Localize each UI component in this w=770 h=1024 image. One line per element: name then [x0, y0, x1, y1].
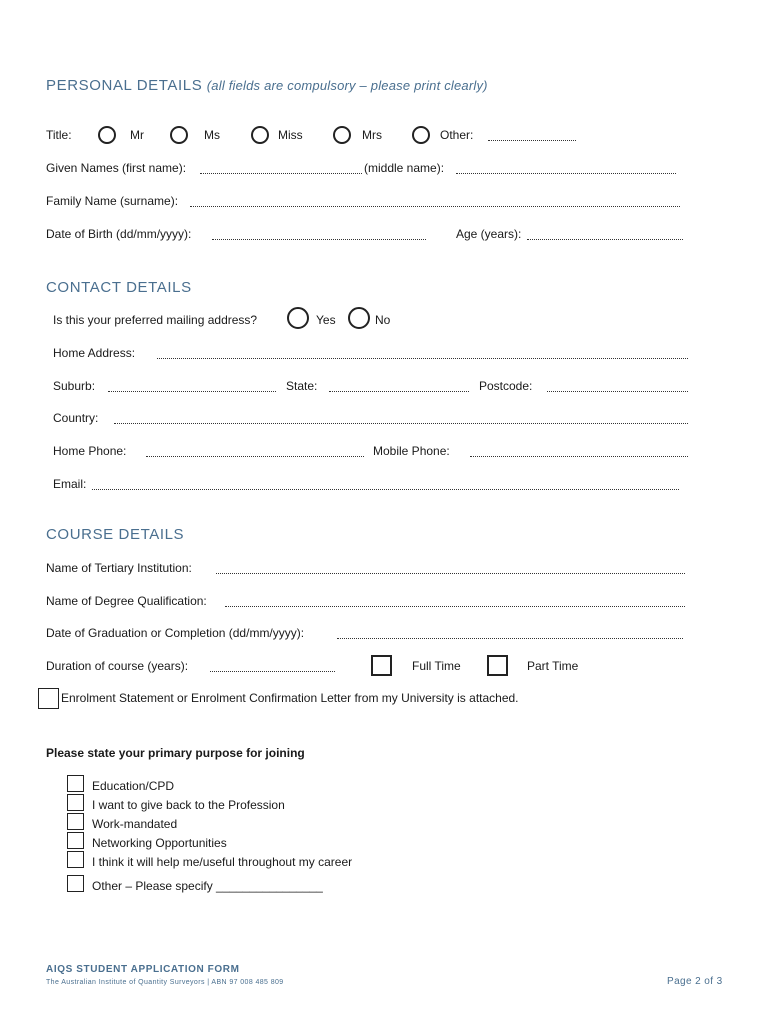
- graduation-label: Date of Graduation or Completion (dd/mm/yyyy):: [46, 626, 305, 640]
- purpose-heading: Please state your primary purpose for joining: [46, 746, 305, 760]
- home-address-field[interactable]: [157, 358, 688, 359]
- state-label: State:: [286, 379, 318, 393]
- purpose-option-education: Education/CPD: [92, 779, 175, 793]
- suburb-label: Suburb:: [53, 379, 96, 393]
- mailing-question: Is this your preferred mailing address?: [53, 313, 258, 327]
- home-phone-field[interactable]: [146, 456, 364, 457]
- email-field[interactable]: [92, 489, 679, 490]
- title-mr-radio[interactable]: [98, 126, 116, 144]
- footer-form-title: AIQS STUDENT APPLICATION FORM: [46, 964, 240, 975]
- title-label: Title:: [46, 128, 72, 142]
- personal-heading-text: PERSONAL DETAILS: [46, 77, 203, 94]
- mailing-yes-radio[interactable]: [287, 307, 309, 329]
- institution-field[interactable]: [216, 573, 685, 574]
- graduation-field[interactable]: [337, 638, 683, 639]
- purpose-checkbox-work-mandated[interactable]: [67, 813, 84, 830]
- given-names-field[interactable]: [200, 173, 362, 174]
- middle-name-field[interactable]: [456, 173, 676, 174]
- duration-field[interactable]: [210, 671, 335, 672]
- purpose-option-career: I think it will help me/useful throughout my career: [92, 855, 353, 869]
- degree-field[interactable]: [225, 606, 685, 607]
- purpose-checkbox-career[interactable]: [67, 851, 84, 868]
- postcode-label: Postcode:: [479, 379, 533, 393]
- mobile-phone-label: Mobile Phone:: [373, 444, 450, 458]
- title-other-radio[interactable]: [412, 126, 430, 144]
- purpose-checkbox-other[interactable]: [67, 875, 84, 892]
- given-names-label: Given Names (first name):: [46, 161, 187, 175]
- title-ms-label: Ms: [204, 128, 220, 142]
- suburb-field[interactable]: [108, 391, 276, 392]
- mobile-phone-field[interactable]: [470, 456, 688, 457]
- mailing-no-radio[interactable]: [348, 307, 370, 329]
- age-label: Age (years):: [456, 227, 522, 241]
- purpose-option-other: Other – Please specify ________________: [92, 879, 323, 893]
- enrolment-statement: Enrolment Statement or Enrolment Confirmation Letter from my University is attached.: [61, 691, 519, 705]
- family-name-label: Family Name (surname):: [46, 194, 179, 208]
- personal-heading-note: (all fields are compulsory – please print clearly): [206, 78, 488, 93]
- footer-organisation: The Australian Institute of Quantity Surveyors | ABN 97 008 485 809: [46, 979, 284, 986]
- full-time-label: Full Time: [412, 659, 461, 673]
- purpose-option-networking: Networking Opportunities: [92, 836, 227, 850]
- title-ms-radio[interactable]: [170, 126, 188, 144]
- part-time-label: Part Time: [527, 659, 579, 673]
- institution-label: Name of Tertiary Institution:: [46, 561, 192, 575]
- age-field[interactable]: [527, 239, 683, 240]
- purpose-option-work-mandated: Work-mandated: [92, 817, 178, 831]
- title-mrs-label: Mrs: [362, 128, 382, 142]
- title-mr-label: Mr: [130, 128, 144, 142]
- home-phone-label: Home Phone:: [53, 444, 127, 458]
- personal-details-heading: [46, 77, 488, 95]
- country-label: Country:: [53, 411, 99, 425]
- purpose-checkbox-networking[interactable]: [67, 832, 84, 849]
- postcode-field[interactable]: [547, 391, 688, 392]
- mailing-no-label: No: [375, 313, 391, 327]
- course-details-heading: COURSE DETAILS: [46, 526, 185, 543]
- part-time-checkbox[interactable]: [487, 655, 508, 676]
- dob-label: Date of Birth (dd/mm/yyyy):: [46, 227, 192, 241]
- purpose-checkbox-give-back[interactable]: [67, 794, 84, 811]
- family-name-field[interactable]: [190, 206, 680, 207]
- title-mrs-radio[interactable]: [333, 126, 351, 144]
- degree-label: Name of Degree Qualification:: [46, 594, 207, 608]
- mailing-yes-label: Yes: [316, 313, 336, 327]
- title-other-field[interactable]: [488, 140, 576, 141]
- state-field[interactable]: [329, 391, 469, 392]
- duration-label: Duration of course (years):: [46, 659, 189, 673]
- dob-field[interactable]: [212, 239, 426, 240]
- title-miss-label: Miss: [278, 128, 303, 142]
- contact-details-heading: CONTACT DETAILS: [46, 279, 192, 296]
- home-address-label: Home Address:: [53, 346, 136, 360]
- email-label: Email:: [53, 477, 87, 491]
- full-time-checkbox[interactable]: [371, 655, 392, 676]
- purpose-checkbox-education[interactable]: [67, 775, 84, 792]
- title-miss-radio[interactable]: [251, 126, 269, 144]
- country-field[interactable]: [114, 423, 688, 424]
- enrolment-checkbox[interactable]: [38, 688, 59, 709]
- page-number: Page 2 of 3: [667, 976, 723, 987]
- title-other-label: Other:: [440, 128, 474, 142]
- middle-name-label: (middle name):: [364, 161, 445, 175]
- purpose-option-give-back: I want to give back to the Profession: [92, 798, 285, 812]
